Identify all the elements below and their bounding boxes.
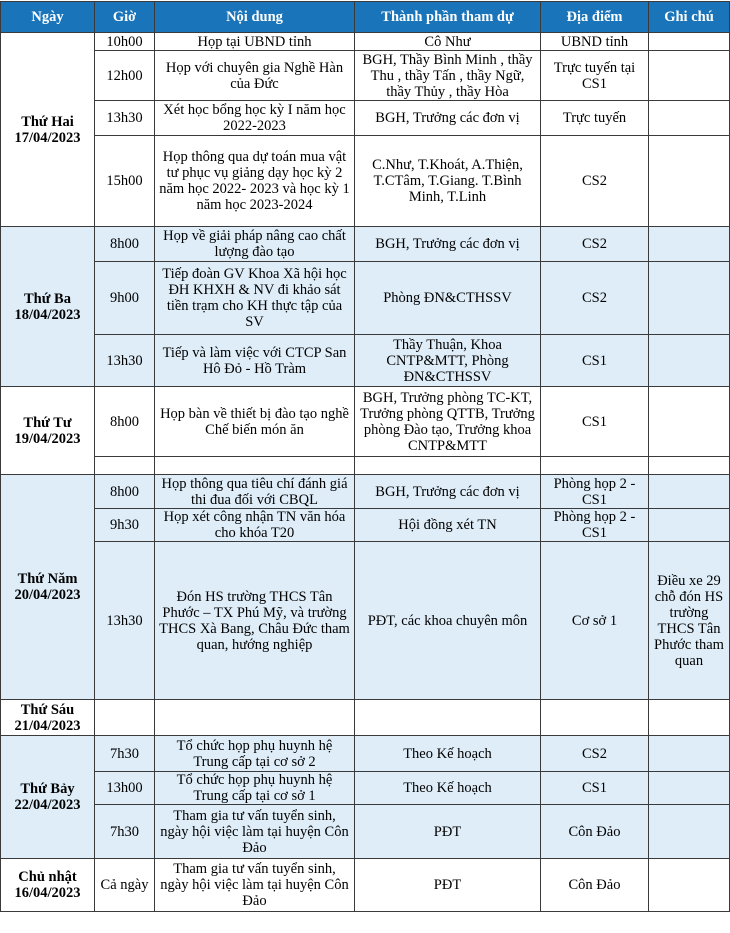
participants-cell: Thầy Thuận, Khoa CNTP&MTT, Phòng ĐN&CTHSSV [355, 335, 541, 387]
header-location: Địa điểm [541, 2, 649, 33]
schedule-row [1, 859, 730, 912]
schedule-row [1, 700, 730, 736]
day-cell [1, 700, 95, 736]
content-cell: Tham gia tư vấn tuyển sinh, ngày hội việc làm tại huyện Côn Đảo [155, 859, 355, 912]
day-cell [1, 387, 95, 475]
time-cell: 8h00 [95, 387, 155, 457]
note-cell [649, 33, 730, 51]
content-cell: Tổ chức họp phụ huynh hệ Trung cấp tại cơ sở 2 [155, 736, 355, 772]
day-date: 17/04/2023 [14, 129, 81, 146]
participants-cell: Phòng ĐN&CTHSSV [355, 262, 541, 335]
location-cell: Phòng họp 2 - CS1 [541, 475, 649, 509]
time-cell: 8h00 [95, 475, 155, 509]
header-note: Ghi chú [649, 2, 730, 33]
schedule-row [1, 457, 730, 475]
schedule-row [1, 335, 730, 387]
day-cell [1, 33, 95, 227]
schedule-row [1, 262, 730, 335]
content-cell: Tiếp và làm việc với CTCP San Hô Đỏ - Hồ Tràm [155, 335, 355, 387]
note-cell [649, 772, 730, 805]
day-name: Thứ Tư [23, 414, 72, 431]
participants-cell: PĐT, các khoa chuyên môn [355, 542, 541, 700]
content-cell: Họp tại UBND tỉnh [155, 33, 355, 51]
participants-cell: Theo Kế hoạch [355, 772, 541, 805]
time-cell: 13h30 [95, 101, 155, 136]
content-cell: Họp với chuyên gia Nghề Hàn của Đức [155, 51, 355, 101]
note-cell [649, 457, 730, 475]
schedule-row [1, 805, 730, 859]
schedule-row [1, 542, 730, 700]
day-name: Thứ Năm [17, 571, 78, 587]
time-cell: 15h00 [95, 136, 155, 227]
note-cell [649, 387, 730, 457]
schedule-row [1, 51, 730, 101]
note-cell [649, 227, 730, 262]
participants-cell: BGH, Trưởng các đơn vị [355, 475, 541, 509]
day-date: 22/04/2023 [14, 797, 81, 813]
day-date: 19/04/2023 [14, 430, 81, 447]
time-cell: 9h30 [95, 509, 155, 542]
day-cell [1, 475, 95, 700]
content-cell [155, 457, 355, 475]
participants-cell: Hội đồng xét TN [355, 509, 541, 542]
note-cell [649, 335, 730, 387]
location-cell: CS1 [541, 772, 649, 805]
location-cell: Côn Đảo [541, 805, 649, 859]
location-cell: Phòng họp 2 - CS1 [541, 509, 649, 542]
content-cell: Tổ chức họp phụ huynh hệ Trung cấp tại cơ sở 1 [155, 772, 355, 805]
header-time: Giờ [95, 2, 155, 33]
header-participants: Thành phần tham dự [355, 2, 541, 33]
schedule-row [1, 101, 730, 136]
content-cell: Họp thông qua dự toán mua vật tư phục vụ giảng dạy học kỳ 2 năm học 2022- 2023 và học kỳ 1 năm học 2023-2024 [155, 136, 355, 227]
day-name: Chủ nhật [18, 869, 77, 885]
day-date: 20/04/2023 [14, 587, 81, 603]
schedule-row [1, 136, 730, 227]
day-date: 21/04/2023 [14, 717, 81, 734]
content-cell: Tiếp đoàn GV Khoa Xã hội học ĐH KHXH & NV đi khảo sát tiền trạm cho KH thực tập của SV [155, 262, 355, 335]
location-cell: Trực tuyến [541, 101, 649, 136]
time-cell: 8h00 [95, 227, 155, 262]
day-name: Thứ Sáu [20, 701, 75, 718]
time-cell: Cả ngày [95, 859, 155, 912]
day-date: 18/04/2023 [14, 306, 81, 323]
time-cell: 13h30 [95, 335, 155, 387]
location-cell: Cơ sở 1 [541, 542, 649, 700]
note-cell [649, 509, 730, 542]
day-date: 16/04/2023 [14, 885, 81, 901]
participants-cell: PĐT [355, 805, 541, 859]
content-cell: Họp về giải pháp nâng cao chất lượng đào tạo [155, 227, 355, 262]
participants-cell: BGH, Trưởng phòng TC-KT, Trưởng phòng QTTB, Trưởng phòng Đào tạo, Trưởng khoa CNTP&MTT [355, 387, 541, 457]
location-cell: CS2 [541, 227, 649, 262]
location-cell: UBND tỉnh [541, 33, 649, 51]
header-day: Ngày [1, 2, 95, 33]
time-cell: 9h00 [95, 262, 155, 335]
note-cell [649, 475, 730, 509]
note-cell [649, 859, 730, 912]
schedule-header [1, 2, 730, 33]
location-cell: CS2 [541, 736, 649, 772]
note-cell [649, 101, 730, 136]
participants-cell: Theo Kế hoạch [355, 736, 541, 772]
day-name: Thứ Hai [21, 113, 74, 130]
day-cell [1, 227, 95, 387]
participants-cell: BGH, Trưởng các đơn vị [355, 101, 541, 136]
note-cell [649, 262, 730, 335]
time-cell: 12h00 [95, 51, 155, 101]
note-cell [649, 51, 730, 101]
schedule-body [1, 33, 730, 912]
day-cell [1, 859, 95, 912]
day-name: Thứ Bảy [20, 781, 75, 797]
location-cell: CS1 [541, 335, 649, 387]
schedule-row [1, 509, 730, 542]
participants-cell: BGH, Thầy Bình Minh , thầy Thu , thầy Tấn , thầy Ngữ, thầy Thủy , thầy Hòa [355, 51, 541, 101]
content-cell [155, 700, 355, 736]
time-cell [95, 457, 155, 475]
note-cell: Điều xe 29 chỗ đón HS trường THCS Tân Phước tham quan [649, 542, 730, 700]
content-cell: Họp xét công nhận TN văn hóa cho khóa T20 [155, 509, 355, 542]
content-cell: Họp bàn về thiết bị đào tạo nghề Chế biến món ăn [155, 387, 355, 457]
schedule-row [1, 772, 730, 805]
time-cell: 13h30 [95, 542, 155, 700]
header-content: Nội dung [155, 2, 355, 33]
location-cell: CS1 [541, 387, 649, 457]
schedule-row [1, 475, 730, 509]
day-cell [1, 736, 95, 859]
header-row [1, 2, 730, 33]
time-cell: 7h30 [95, 736, 155, 772]
content-cell: Xét học bổng học kỳ I năm học 2022-2023 [155, 101, 355, 136]
schedule-table [0, 1, 730, 912]
time-cell: 10h00 [95, 33, 155, 51]
day-name: Thứ Ba [24, 290, 71, 307]
content-cell: Đón HS trường THCS Tân Phước – TX Phú Mỹ, và trường THCS Xà Bang, Châu Đức tham quan, hướng nghiệp [155, 542, 355, 700]
time-cell [95, 700, 155, 736]
participants-cell [355, 700, 541, 736]
note-cell [649, 736, 730, 772]
participants-cell: PĐT [355, 859, 541, 912]
location-cell: Trực tuyến tại CS1 [541, 51, 649, 101]
note-cell [649, 136, 730, 227]
participants-cell: BGH, Trưởng các đơn vị [355, 227, 541, 262]
location-cell [541, 457, 649, 475]
content-cell: Tham gia tư vấn tuyển sinh, ngày hội việc làm tại huyện Côn Đảo [155, 805, 355, 859]
location-cell: Côn Đảo [541, 859, 649, 912]
location-cell [541, 700, 649, 736]
location-cell: CS2 [541, 262, 649, 335]
time-cell: 13h00 [95, 772, 155, 805]
schedule-row [1, 227, 730, 262]
participants-cell [355, 457, 541, 475]
schedule-row [1, 736, 730, 772]
time-cell: 7h30 [95, 805, 155, 859]
participants-cell: C.Như, T.Khoát, A.Thiện, T.CTâm, T.Giang. T.Bình Minh, T.Linh [355, 136, 541, 227]
content-cell: Họp thông qua tiêu chí đánh giá thi đua đối với CBQL [155, 475, 355, 509]
participants-cell: Cô Như [355, 33, 541, 51]
note-cell [649, 805, 730, 859]
schedule-row [1, 33, 730, 51]
schedule-row [1, 387, 730, 457]
note-cell [649, 700, 730, 736]
location-cell: CS2 [541, 136, 649, 227]
